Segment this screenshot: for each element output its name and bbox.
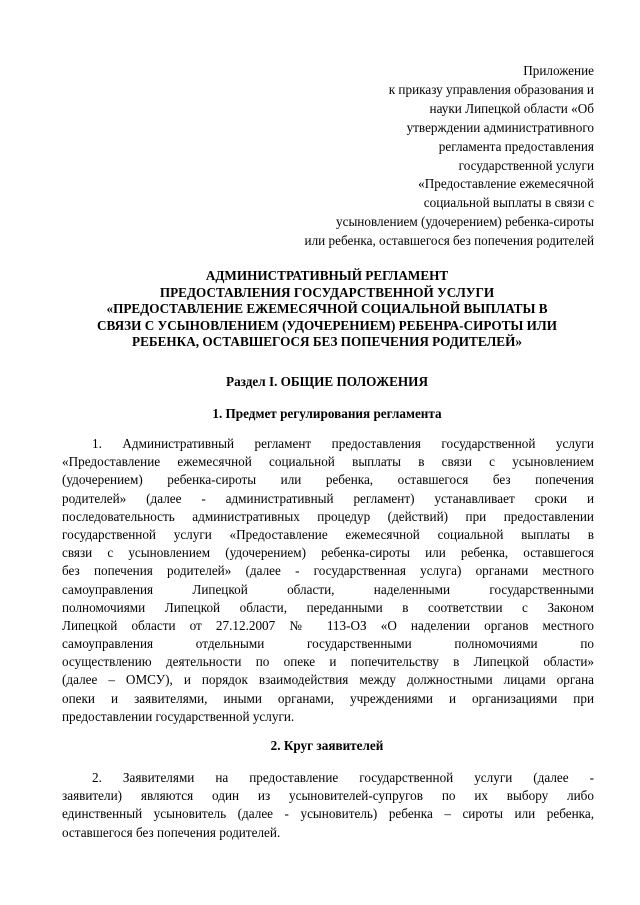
appendix-line: к приказу управления образования и [388,81,594,97]
paragraph-applicants [62,769,594,842]
paragraph-line: предоставлении государственной услуги. [62,708,295,724]
appendix-line: «Предоставление ежемесячной [418,176,594,192]
paragraph-line: оставшегося без попечения родителей. [62,824,281,840]
document-title [60,268,594,351]
section-heading: Раздел I. ОБЩИЕ ПОЛОЖЕНИЯ [226,374,428,389]
appendix-line: регламента предоставления [438,138,594,154]
subheading-applicants: 2. Круг заявителей [270,738,384,753]
appendix-line: Приложение [523,63,594,78]
appendix-line: или ребенка, оставшегося без попечения родителей [304,233,594,249]
paragraph-line: самоуправления отдельными государственными полномочиями по [62,636,594,652]
paragraph-line: единственный усыновитель (далее - усыновитель) ребенка – сироты или ребенка, [62,806,594,822]
title-line: ПРЕДОСТАВЛЕНИЯ ГОСУДАРСТВЕННОЙ УСЛУГИ [159,284,495,300]
appendix-block [305,62,594,251]
paragraph-line: опеки и заявителями, иными органами, учреждениями и организациями при [62,690,594,706]
appendix-line: социальной выплаты в связи с [423,195,594,211]
paragraph-line: 1. Административный регламент предоставления государственной услуги [92,436,594,451]
paragraph-line: 2. Заявителями на предоставление государственной услуги (далее - [92,770,594,785]
paragraph-line: без попечения родителей» (далее - государственная услуга) органами местного [62,563,594,579]
appendix-line: государственной услуги [458,157,594,173]
appendix-line: утверждении административного [406,119,594,135]
appendix-line: усыновлением (удочерением) ребенка-сироты [336,214,594,230]
paragraph-line: осуществлению деятельности по опеке и попечительству в Липецкой области» [62,654,594,670]
subheading-subject: 1. Предмет регулирования регламента [212,406,442,421]
title-line: РЕБЕНКА, ОСТАВШЕГОСЯ БЕЗ ПОПЕЧЕНИЯ РОДИТЕЛЕЙ» [132,334,522,350]
paragraph-line: «Предоставление ежемесячной социальной выплаты в связи с усыновлением [62,454,594,470]
paragraph-line: (удочерением) ребенка-сироты или ребенка, оставшегося без попечения [62,472,594,488]
paragraph-line: самоуправления Липецкой области, наделенными государственными [62,581,594,597]
paragraph-line: (далее – ОМСУ), и порядок взаимодействия между должностными лицами органа [62,672,594,688]
title-line: СВЯЗИ С УСЫНОВЛЕНИЕМ (УДОЧЕРЕНИЕМ) РЕБЕНРА-СИРОТЫ ИЛИ [97,317,557,333]
appendix-line: науки Липецкой области «Об [429,100,594,116]
paragraph-line: полномочиями Липецкой области, переданными в соответствии с Законом [62,599,594,615]
paragraph-line: государственной услуги «Предоставление ежемесячной социальной выплаты в [62,526,594,542]
paragraph-line: Липецкой области от 27.12.2007 № 113-ОЗ «О наделении органов местного [62,617,594,633]
title-line: АДМИНИСТРАТИВНЫЙ РЕГЛАМЕНТ [205,268,449,283]
paragraph-line: последовательность административных процедур (действий) при предоставлении [62,508,594,524]
paragraph-line: заявители) являются один из усыновителей-супругов по их выбору либо [62,788,594,804]
paragraph-line: связи с усыновлением (удочерением) ребенка-сироты или ребенка, оставшегося [62,545,594,561]
paragraph-line: родителей» (далее - административный регламент) устанавливает сроки и [62,490,594,506]
paragraph-subject [62,435,594,726]
title-line: «ПРЕДОСТАВЛЕНИЕ ЕЖЕМЕСЯЧНОЙ СОЦИАЛЬНОЙ ВЫПЛАТЫ В [106,301,548,317]
